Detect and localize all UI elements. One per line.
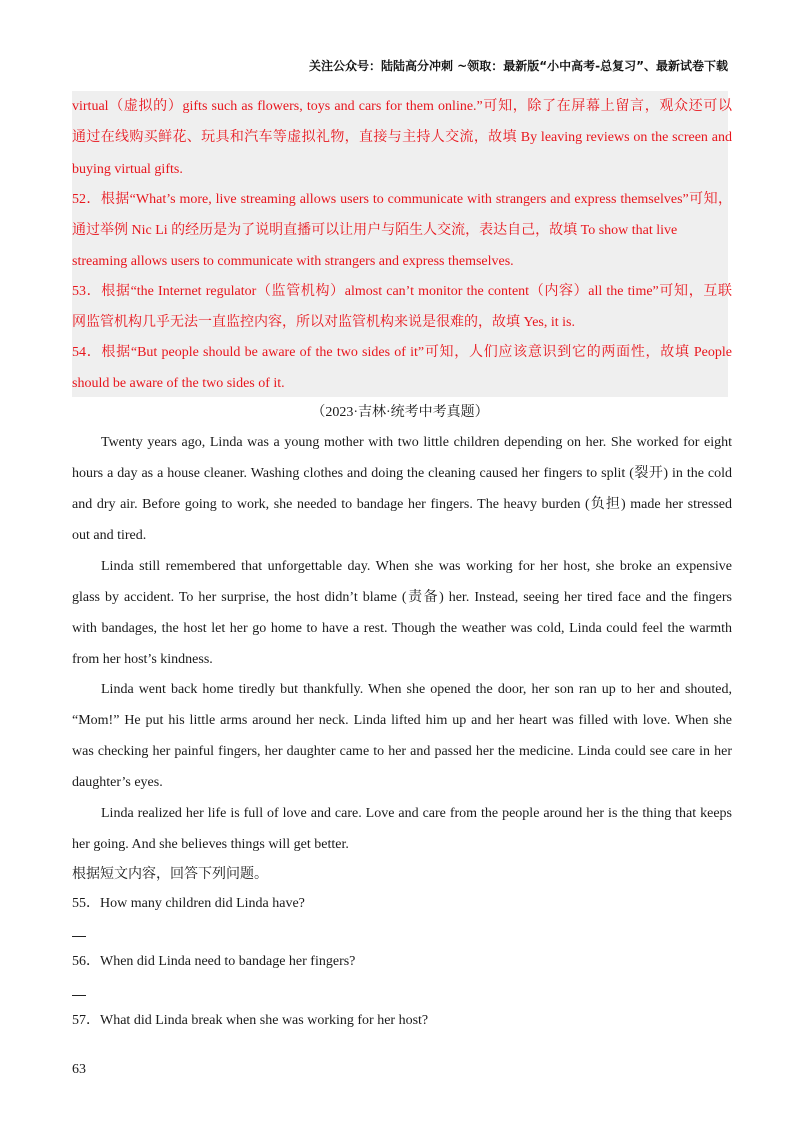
answer-line: 通过在线购买鲜花、玩具和汽车等虚拟礼物，直接与主持人交流，故填 By leaving reviews on the screen and: [72, 130, 732, 145]
answer-line: streaming allows users to communicate with strangers and express themselves.: [72, 254, 514, 269]
answer-line: 网监管机构几乎无法一直监控内容，所以对监管机构来说是很难的，故填 Yes, it is.: [72, 315, 575, 330]
passage-line: was checking her painful fingers, her daughter came to her and passed her the medicine. Linda could see care in her: [72, 744, 732, 759]
page-number: 63: [72, 1062, 86, 1077]
question-55: 55．How many children did Linda have?: [72, 896, 305, 911]
passage-line: with bandages, the host let her go home to have a rest. Though the weather was cold, Linda could feel the warmth: [72, 621, 732, 636]
passage-line: and dry air. Before going to work, she needed to bandage her fingers. The heavy burden (负担) made her stressed: [72, 497, 732, 512]
passage-line: glass by accident. To her surprise, the host didn’t blame (责备) her. Instead, seeing her tired face and the fingers: [72, 590, 732, 605]
answer-blank-56[interactable]: [72, 995, 86, 996]
answer-line: buying virtual gifts.: [72, 162, 183, 177]
passage-line: out and tired.: [72, 528, 147, 543]
answer-blank-55[interactable]: [72, 936, 86, 937]
passage-line: Linda realized her life is full of love and care. Love and care from the people around her is the thing that keeps: [101, 806, 732, 821]
answer-line: 通过举例 Nic Li 的经历是为了说明直播可以让用户与陌生人交流，表达自己，故填 To show that live: [72, 223, 678, 238]
source-citation: （2023·吉林·统考中考真题）: [311, 405, 489, 420]
passage-line: Linda went back home tiredly but thankfully. When she opened the door, her son ran up to her and shouted,: [101, 682, 732, 697]
instructions: 根据短文内容，回答下列问题。: [72, 867, 268, 882]
passage-line: her going. And she believes things will get better.: [72, 837, 349, 852]
answer-line: 52．根据“What’s more, live streaming allows users to communicate with strangers and express themselves”可知，: [72, 192, 732, 207]
passage-line: Linda still remembered that unforgettable day. When she was working for her host, she broke an expensive: [101, 559, 732, 574]
answer-line: virtual（虚拟的）gifts such as flowers, toys and cars for them online.”可知，除了在屏幕上留言，观众还可以: [72, 99, 732, 114]
answer-line: 53．根据“the Internet regulator（监管机构）almost can’t monitor the content（内容）all the time”可知，互联: [72, 284, 732, 299]
passage-line: hours a day as a house cleaner. Washing clothes and doing the cleaning caused her fingers to split (裂开) in the cold: [72, 466, 732, 481]
passage-line: from her host’s kindness.: [72, 652, 213, 667]
page-header: 关注公众号：陆陆高分冲刺 ~领取：最新版“小中高考-总复习”、最新试卷下载: [309, 59, 728, 73]
question-57: 57．What did Linda break when she was working for her host?: [72, 1013, 429, 1028]
answer-line: should be aware of the two sides of it.: [72, 376, 285, 391]
question-56: 56．When did Linda need to bandage her fingers?: [72, 954, 356, 969]
answer-line: 54．根据“But people should be aware of the two sides of it”可知，人们应该意识到它的两面性，故填 People: [72, 345, 732, 360]
passage-line: Twenty years ago, Linda was a young mother with two little children depending on her. She worked for eight: [101, 435, 732, 450]
passage-line: “Mom!” He put his little arms around her neck. Linda lifted him up and her heart was filled with love. When she: [72, 713, 732, 728]
passage-line: daughter’s eyes.: [72, 775, 163, 790]
